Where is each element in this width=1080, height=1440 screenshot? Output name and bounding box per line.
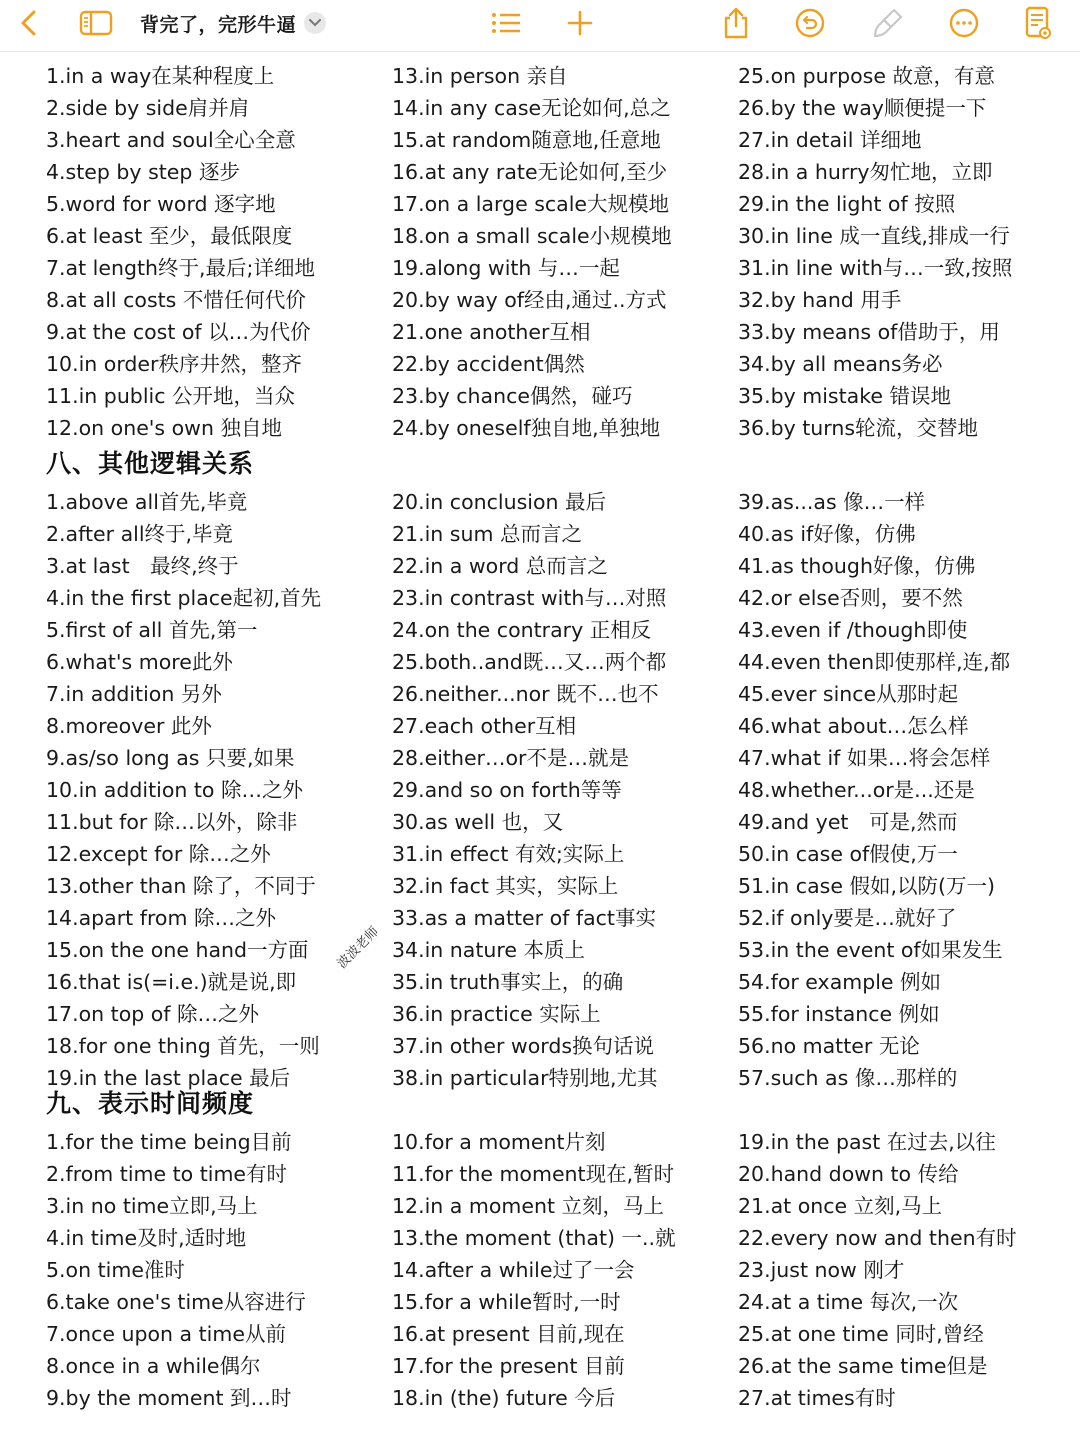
- list-item: 14.after a while过了一会: [392, 1258, 635, 1282]
- list-item: 28.either…or不是…就是: [392, 746, 629, 770]
- list-item: 38.in particular特别地,尤其: [392, 1066, 658, 1090]
- list-item: 46.what about…怎么样: [738, 714, 969, 738]
- list-item: 11.in public 公开地，当众: [46, 384, 296, 408]
- list-item: 9.at the cost of 以…为代价: [46, 320, 311, 344]
- list-item: 44.even then即使那样,连,都: [738, 650, 1011, 674]
- list-item: 5.word for word 逐字地: [46, 192, 276, 216]
- list-item: 17.for the present 目前: [392, 1354, 625, 1378]
- list-item: 30.as well 也，又: [392, 810, 564, 834]
- list-item: 31.in line with与…一致,按照: [738, 256, 1013, 280]
- list-item: 3.heart and soul全心全意: [46, 128, 296, 152]
- list-item: 28.in a hurry匆忙地，立即: [738, 160, 993, 184]
- list-item: 54.for example 例如: [738, 970, 942, 994]
- list-item: 18.on a small scale小规模地: [392, 224, 672, 248]
- share-icon[interactable]: [718, 0, 754, 46]
- list-item: 35.in truth事实上，的确: [392, 970, 624, 994]
- list-item: 23.in contrast with与…对照: [392, 586, 667, 610]
- list-item: 12.in a moment 立刻，马上: [392, 1194, 665, 1218]
- list-item: 26.by the way顺便提一下: [738, 96, 987, 120]
- list-item: 32.by hand 用手: [738, 288, 902, 312]
- list-item: 57.such as 像…那样的: [738, 1066, 958, 1090]
- more-icon[interactable]: [946, 0, 982, 46]
- list-item: 11.but for 除…以外，除非: [46, 810, 298, 834]
- list-item: 21.at once 立刻,马上: [738, 1194, 943, 1218]
- list-item: 43.even if /though即使: [738, 618, 968, 642]
- section-heading: 八、其他逻辑关系: [46, 449, 255, 478]
- list-item: 51.in case 假如,以防(万一): [738, 874, 995, 898]
- list-item: 49.and yet 可是,然而: [738, 810, 958, 834]
- list-item: 26.at the same time但是: [738, 1354, 988, 1378]
- list-item: 2.side by side肩并肩: [46, 96, 250, 120]
- list-item: 12.on one's own 独自地: [46, 416, 282, 440]
- list-item: 1.for the time being目前: [46, 1130, 292, 1154]
- list-item: 8.once in a while偶尔: [46, 1354, 261, 1378]
- list-item: 23.just now 刚才: [738, 1258, 905, 1282]
- list-item: 20.hand down to 传给: [738, 1162, 959, 1186]
- list-item: 24.by oneself独自地,单独地: [392, 416, 661, 440]
- list-item: 13.the moment (that) 一..就: [392, 1226, 676, 1250]
- list-icon[interactable]: [486, 0, 526, 46]
- list-item: 2.after all终于,毕竟: [46, 522, 234, 546]
- list-item: 36.in practice 实际上: [392, 1002, 601, 1026]
- list-item: 8.moreover 此外: [46, 714, 212, 738]
- list-item: 4.in time及时,适时地: [46, 1226, 247, 1250]
- list-item: 8.at all costs 不惜任何代价: [46, 288, 306, 312]
- list-item: 16.at present 目前,现在: [392, 1322, 625, 1346]
- list-item: 33.by means of借助于，用: [738, 320, 1000, 344]
- list-item: 9.as/so long as 只要,如果: [46, 746, 295, 770]
- list-item: 27.each other互相: [392, 714, 577, 738]
- list-item: 18.for one thing 首先，一则: [46, 1034, 320, 1058]
- list-item: 7.in addition 另外: [46, 682, 222, 706]
- list-item: 10.in addition to 除…之外: [46, 778, 303, 802]
- list-item: 15.on the one hand一方面: [46, 938, 309, 962]
- list-item: 34.in nature 本质上: [392, 938, 585, 962]
- list-item: 24.at a time 每次,一次: [738, 1290, 959, 1314]
- list-item: 34.by all means务必: [738, 352, 943, 376]
- list-item: 3.in no time立即,马上: [46, 1194, 258, 1218]
- list-item: 4.in the first place起初,首先: [46, 586, 322, 610]
- list-item: 31.in effect 有效;实际上: [392, 842, 625, 866]
- list-item: 36.by turns轮流，交替地: [738, 416, 979, 440]
- list-item: 15.at random随意地,任意地: [392, 128, 661, 152]
- list-item: 4.step by step 逐步: [46, 160, 240, 184]
- list-item: 19.along with 与…一起: [392, 256, 620, 280]
- list-item: 20.in conclusion 最后: [392, 490, 606, 514]
- list-item: 27.in detail 详细地: [738, 128, 922, 152]
- list-item: 21.in sum 总而言之: [392, 522, 582, 546]
- list-item: 30.in line 成一直线,排成一行: [738, 224, 1010, 248]
- column-2: [392, 60, 737, 444]
- list-item: 42.or else否则，要不然: [738, 586, 963, 610]
- list-item: 20.by way of经由,通过..方式: [392, 288, 667, 312]
- paintbrush-icon[interactable]: [870, 0, 906, 46]
- list-item: 53.in the event of如果发生: [738, 938, 1003, 962]
- list-item: 35.by mistake 错误地: [738, 384, 951, 408]
- list-item: 19.in the last place 最后: [46, 1066, 291, 1090]
- list-item: 21.one another互相: [392, 320, 591, 344]
- column-1: [46, 486, 391, 1094]
- list-item: 47.what if 如果…将会怎样: [738, 746, 991, 770]
- list-item: 14.in any case无论如何,总之: [392, 96, 671, 120]
- list-item: 7.once upon a time从前: [46, 1322, 286, 1346]
- list-item: 15.for a while暂时,一时: [392, 1290, 621, 1314]
- list-item: 41.as though好像，仿佛: [738, 554, 976, 578]
- sidebar-icon[interactable]: [76, 0, 116, 46]
- list-item: 25.at one time 同时,曾经: [738, 1322, 984, 1346]
- list-item: 56.no matter 无论: [738, 1034, 920, 1058]
- list-item: 37.in other words换句话说: [392, 1034, 655, 1058]
- list-item: 22.every now and then有时: [738, 1226, 1017, 1250]
- list-item: 22.in a word 总而言之: [392, 554, 608, 578]
- list-item: 26.neither...nor 既不…也不: [392, 682, 659, 706]
- undo-icon[interactable]: [792, 0, 828, 46]
- section-logic-relations: [0, 450, 1080, 1100]
- list-item: 5.on time准时: [46, 1258, 185, 1282]
- list-item: 14.apart from 除…之外: [46, 906, 276, 930]
- list-item: 24.on the contrary 正相反: [392, 618, 652, 642]
- list-item: 22.by accident偶然: [392, 352, 585, 376]
- list-item: 11.for the moment现在,暂时: [392, 1162, 675, 1186]
- list-item: 16.that is(=i.e.)就是说,即: [46, 970, 297, 994]
- list-item: 19.in the past 在过去,以往: [738, 1130, 996, 1154]
- list-item: 55.for instance 例如: [738, 1002, 940, 1026]
- list-item: 50.in case of假使,万一: [738, 842, 958, 866]
- list-item: 27.at times有时: [738, 1386, 896, 1410]
- document-title-text: 背完了，完形牛逼: [140, 13, 297, 36]
- list-item: 13.other than 除了，不同于: [46, 874, 316, 898]
- column-3: [738, 1126, 1080, 1414]
- column-1: [46, 60, 391, 444]
- list-item: 2.from time to time有时: [46, 1162, 288, 1186]
- note-view-icon[interactable]: [1020, 0, 1056, 46]
- column-3: [738, 60, 1080, 444]
- note-content[interactable]: [0, 60, 1080, 1440]
- list-item: 29.in the light of 按照: [738, 192, 956, 216]
- list-item: 6.what's more此外: [46, 650, 233, 674]
- list-item: 3.at last 最终,终于: [46, 554, 239, 578]
- list-item: 17.on a large scale大规模地: [392, 192, 670, 216]
- section-general-phrases: [0, 60, 1080, 450]
- list-item: 29.and so on forth等等: [392, 778, 622, 802]
- list-item: 9.by the moment 到…时: [46, 1386, 292, 1410]
- list-item: 7.at length终于,最后;详细地: [46, 256, 315, 280]
- list-item: 25.on purpose 故意，有意: [738, 64, 995, 88]
- list-item: 10.for a moment片刻: [392, 1130, 606, 1154]
- list-item: 1.above all首先,毕竟: [46, 490, 248, 514]
- list-item: 25.both..and既…又…两个都: [392, 650, 667, 674]
- column-3: [738, 486, 1080, 1094]
- list-item: 6.take one's time从容进行: [46, 1290, 306, 1314]
- list-item: 48.whether...or是...还是: [738, 778, 975, 802]
- column-2: [392, 1126, 737, 1414]
- list-item: 33.as a matter of fact事实: [392, 906, 656, 930]
- list-item: 40.as if好像，仿佛: [738, 522, 916, 546]
- section-time-frequency: [0, 1089, 1080, 1430]
- toolbar: [0, 0, 1080, 52]
- document-title[interactable]: [140, 6, 326, 40]
- list-item: 45.ever since从那时起: [738, 682, 959, 706]
- list-item: 39.as...as 像…一样: [738, 490, 926, 514]
- watermark: 波波老师: [334, 924, 382, 972]
- list-item: 17.on top of 除…之外: [46, 1002, 260, 1026]
- plus-icon[interactable]: [562, 0, 598, 46]
- list-item: 6.at least 至少，最低限度: [46, 224, 293, 248]
- list-item: 32.in fact 其实，实际上: [392, 874, 619, 898]
- list-item: 1.in a way在某种程度上: [46, 64, 275, 88]
- list-item: 18.in (the) future 今后: [392, 1386, 616, 1410]
- list-item: 5.first of all 首先,第一: [46, 618, 258, 642]
- list-item: 12.except for 除…之外: [46, 842, 271, 866]
- column-1: [46, 1126, 391, 1414]
- list-item: 10.in order秩序井然，整齐: [46, 352, 302, 376]
- chevron-down-icon[interactable]: [304, 12, 326, 34]
- column-2: [392, 486, 737, 1094]
- list-item: 16.at any rate无论如何,至少: [392, 160, 668, 184]
- list-item: 52.if only要是…就好了: [738, 906, 957, 930]
- chevron-left-icon[interactable]: [10, 0, 46, 46]
- list-item: 13.in person 亲自: [392, 64, 568, 88]
- section-heading: 九、表示时间频度: [46, 1089, 255, 1118]
- list-item: 23.by chance偶然，碰巧: [392, 384, 633, 408]
